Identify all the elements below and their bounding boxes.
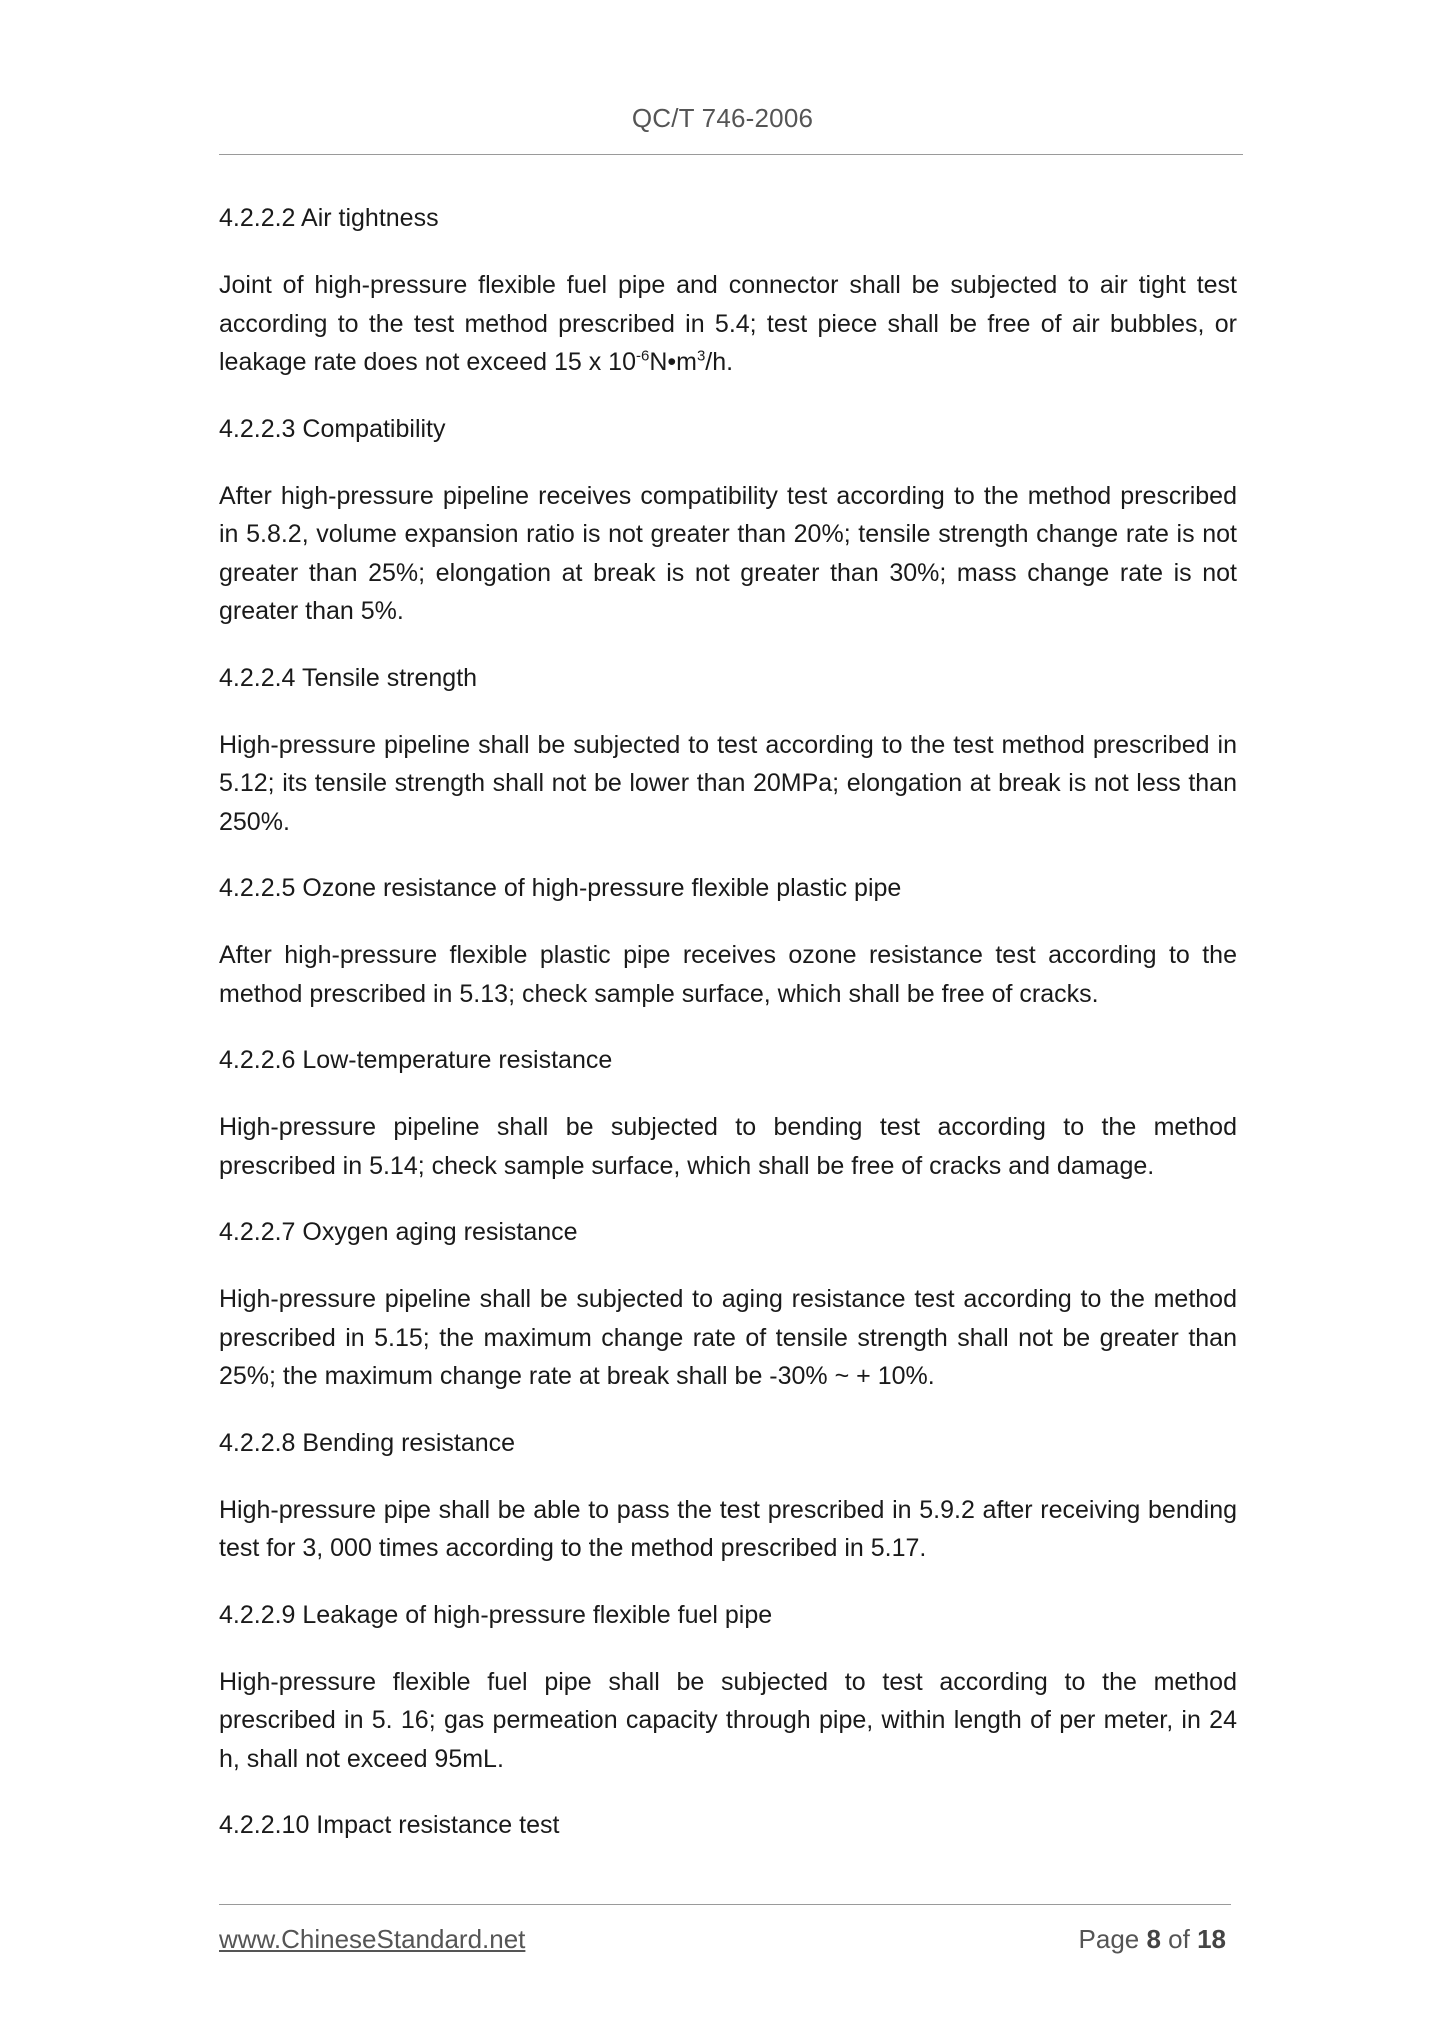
page-of: of — [1160, 1924, 1198, 1954]
section-text-air-tightness — [219, 266, 1237, 382]
exponent-minus-six: -6 — [635, 347, 650, 365]
air-tightness-text-part1: Joint of high-pressure flexible fuel pipe and connector shall be subjected to air tight test according to the test method prescribed in 5.4; test piece shall be free of air bubbles, or leakage rate does not exceed 15 x 10 — [219, 271, 1237, 376]
section-text-compatibility: After high-pressure pipeline receives compatibility test according to the method prescribed in 5.8.2, volume expansion ratio is not greater than 20%; tensile strength change rate is not greater than 25%; elongation at break is not greater than 30%; mass change rate is not greater than 5%. — [219, 481, 1237, 625]
section-heading-leakage: 4.2.2.9 Leakage of high-pressure flexible fuel pipe — [219, 1600, 773, 1629]
section-heading-compatibility: 4.2.2.3 Compatibility — [219, 414, 446, 443]
page-prefix: Page — [1078, 1924, 1147, 1954]
section-text-low-temperature: High-pressure pipeline shall be subjected to bending test according to the method prescribed in 5.14; check sample surface, which shall be free of cracks and damage. — [219, 1113, 1237, 1180]
page-total: 18 — [1197, 1924, 1226, 1954]
section-heading-oxygen-aging: 4.2.2.7 Oxygen aging resistance — [219, 1218, 578, 1246]
section-heading-impact-resistance: 4.2.2.10 Impact resistance test — [219, 1811, 560, 1839]
document-body — [219, 199, 1237, 1873]
section-heading-low-temperature: 4.2.2.6 Low-temperature resistance — [219, 1046, 613, 1074]
exponent-three: 3 — [696, 347, 706, 365]
document-header-title: QC/T 746-2006 — [631, 103, 814, 133]
section-heading-air-tightness: 4.2.2.2 Air tightness — [219, 204, 439, 232]
header-divider — [219, 154, 1243, 155]
air-tightness-text-part2: /h. — [705, 348, 734, 376]
section-text-bending-resistance: High-pressure pipe shall be able to pass the test prescribed in 5.9.2 after receiving bending test for 3, 000 times according to the method prescribed in 5.17. — [219, 1495, 1237, 1562]
page-current: 8 — [1146, 1924, 1161, 1954]
footer-website-link[interactable]: www.ChineseStandard.net — [219, 1924, 526, 1954]
section-text-leakage: High-pressure flexible fuel pipe shall be subjected to test according to the method prescribed in 5. 16; gas permeation capacity through pipe, within length of per meter, in 24 h, shall not exceed 95mL. — [219, 1667, 1237, 1773]
air-tightness-unit: N•m — [649, 348, 697, 376]
section-text-ozone-resistance: After high-pressure flexible plastic pipe receives ozone resistance test according to the method prescribed in 5.13; check sample surface, which shall be free of cracks. — [219, 941, 1237, 1008]
section-heading-bending-resistance: 4.2.2.8 Bending resistance — [219, 1428, 516, 1457]
section-text-oxygen-aging: High-pressure pipeline shall be subjected to aging resistance test according to the method prescribed in 5.15; the maximum change rate of tensile strength shall not be greater than 25%; the maximum change rate at break shall be -30% ~ + 10%. — [219, 1285, 1237, 1390]
footer-page-number — [1079, 1924, 1226, 1955]
section-heading-tensile-strength: 4.2.2.4 Tensile strength — [219, 663, 478, 692]
section-heading-ozone-resistance: 4.2.2.5 Ozone resistance of high-pressure flexible plastic pipe — [219, 874, 902, 902]
section-text-tensile-strength: High-pressure pipeline shall be subjected to test according to the test method prescribed in 5.12; its tensile strength shall not be lower than 20MPa; elongation at break is not less than 250%. — [219, 730, 1237, 836]
footer-divider — [219, 1904, 1231, 1905]
